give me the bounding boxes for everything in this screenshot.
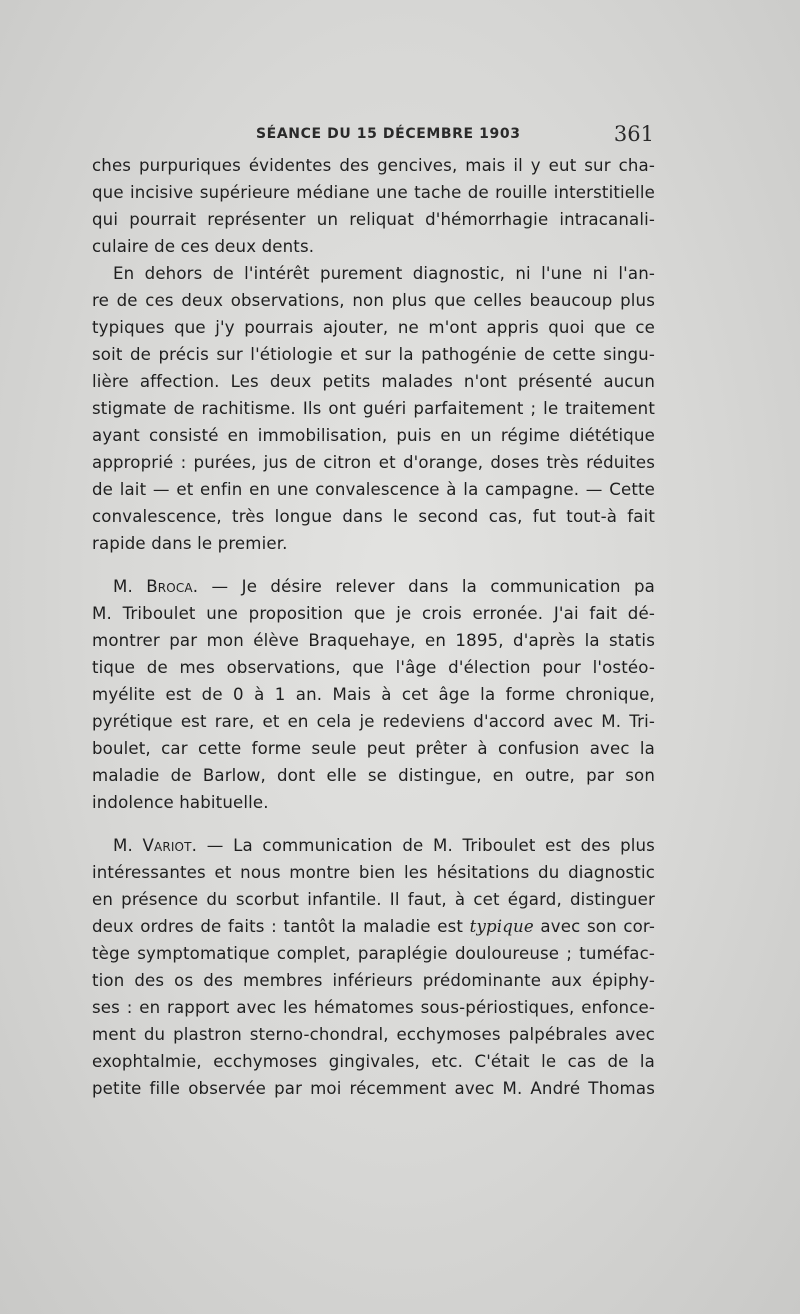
text-line: boulet, car cette forme seule peut prêter à confusion avec la bbox=[92, 739, 655, 758]
paragraph-variot bbox=[92, 832, 655, 1102]
text-line: petite fille observée par moi récemment avec M. André Thomas bbox=[92, 1079, 655, 1098]
text-line: de lait — et enfin en une convalescence à la campagne. — Cette bbox=[92, 480, 655, 499]
text-line: stigmate de rachitisme. Ils ont guéri parfaitement ; le traitement bbox=[92, 399, 655, 418]
text-segment: — Je désire relever dans la communication pa bbox=[198, 577, 655, 596]
text-line: montrer par mon élève Braquehaye, en 1895, d'après la statis bbox=[92, 631, 655, 650]
text-line: En dehors de l'intérêt purement diagnostic, ni l'une ni l'an- bbox=[113, 264, 655, 283]
text-line: approprié : purées, jus de citron et d'orange, doses très réduites bbox=[92, 453, 655, 472]
text-line: ses : en rapport avec les hématomes sous-périostiques, enfonce- bbox=[92, 998, 655, 1017]
text-line: tique de mes observations, que l'âge d'élection pour l'ostéo- bbox=[92, 658, 655, 677]
text-line: pyrétique est rare, et en cela je redeviens d'accord avec M. Tri- bbox=[92, 712, 655, 731]
speaker-name: M. Variot. bbox=[113, 836, 198, 855]
text-line: rapide dans le premier. bbox=[92, 534, 288, 553]
running-title: SÉANCE DU 15 DÉCEMBRE 1903 bbox=[256, 126, 521, 142]
page-number: 361 bbox=[613, 122, 654, 146]
text-line: ment du plastron sterno-chondral, ecchymoses palpébrales avec bbox=[92, 1025, 655, 1044]
text-line: tion des os des membres inférieurs prédominante aux épiphy- bbox=[92, 971, 655, 990]
paragraph-gap bbox=[92, 557, 655, 573]
body-text bbox=[92, 152, 655, 1102]
text-line: ches purpuriques évidentes des gencives, mais il y eut sur cha- bbox=[92, 156, 655, 175]
text-line: qui pourrait représenter un reliquat d'hémorrhagie intracanali- bbox=[92, 210, 655, 229]
text-line: convalescence, très longue dans le second cas, fut tout-à fait bbox=[92, 507, 655, 526]
text-segment: avec son cor- bbox=[533, 917, 655, 936]
text-line: que incisive supérieure médiane une tache de rouille interstitielle bbox=[92, 183, 655, 202]
text-line: lière affection. Les deux petits malades n'ont présenté aucun bbox=[92, 372, 655, 391]
text-segment: deux ordres de faits : tantôt la maladie est bbox=[92, 917, 470, 936]
text-line: intéressantes et nous montre bien les hésitations du diagnostic bbox=[92, 863, 655, 882]
text-line: ayant consisté en immobilisation, puis en un régime diététique bbox=[92, 426, 655, 445]
text-line bbox=[92, 573, 655, 600]
page-header bbox=[92, 122, 658, 150]
paragraph-1 bbox=[92, 152, 655, 260]
paragraph-broca bbox=[92, 573, 655, 816]
text-line bbox=[92, 832, 655, 859]
text-line: en présence du scorbut infantile. Il faut, à cet égard, distinguer bbox=[92, 890, 655, 909]
text-line: exophtalmie, ecchymoses gingivales, etc. C'était le cas de la bbox=[92, 1052, 655, 1071]
text-line: maladie de Barlow, dont elle se distingue, en outre, par son bbox=[92, 766, 655, 785]
text-line bbox=[92, 913, 655, 940]
paragraph-2 bbox=[92, 260, 655, 557]
paragraph-gap bbox=[92, 816, 655, 832]
text-segment: — La communication de M. Triboulet est des plus bbox=[197, 836, 655, 855]
text-line: re de ces deux observations, non plus que celles beaucoup plus bbox=[92, 291, 655, 310]
emphasized-word: typique bbox=[469, 917, 534, 936]
text-line: culaire de ces deux dents. bbox=[92, 237, 315, 256]
text-line: M. Triboulet une proposition que je crois erronée. J'ai fait dé- bbox=[92, 604, 655, 623]
speaker-name: M. Broca. bbox=[113, 577, 199, 596]
text-line: myélite est de 0 à 1 an. Mais à cet âge la forme chronique, bbox=[92, 685, 655, 704]
text-line: indolence habituelle. bbox=[92, 793, 269, 812]
text-line: tège symptomatique complet, paraplégie douloureuse ; tuméfac- bbox=[92, 944, 655, 963]
text-line: soit de précis sur l'étiologie et sur la pathogénie de cette singu- bbox=[92, 345, 655, 364]
text-line: typiques que j'y pourrais ajouter, ne m'ont appris quoi que ce bbox=[92, 318, 655, 337]
